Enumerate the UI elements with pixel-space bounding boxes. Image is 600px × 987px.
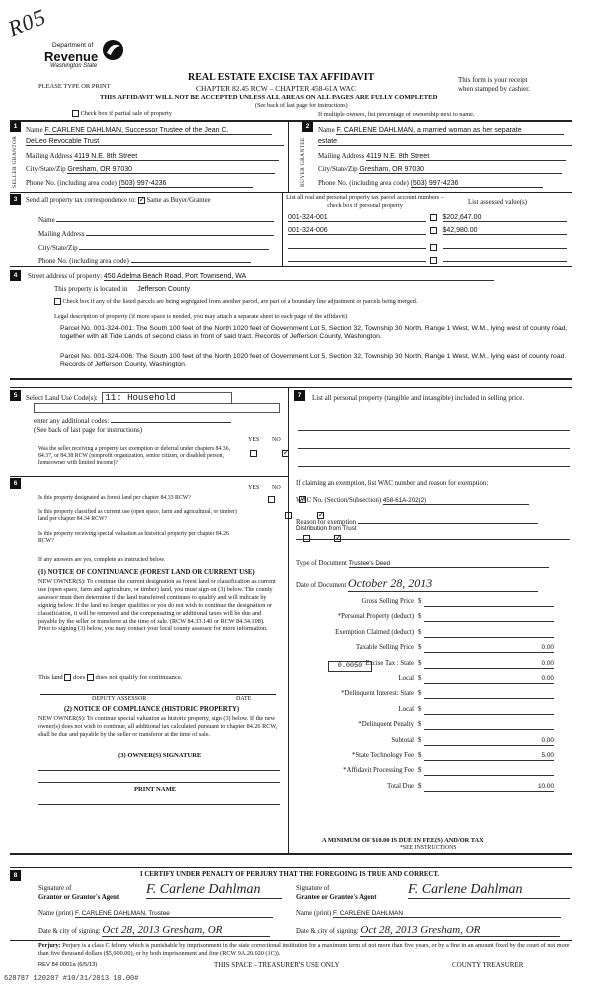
corr-phone-row [38,254,251,265]
parcel-value-1[interactable]: $202,647.00 [443,214,567,222]
tax-row-dollar-sign: $ [418,767,422,775]
form-warning: THIS AFFIDAVIT WILL NOT BE ACCEPTED UNLESS ALL AREAS ON ALL PAGES ARE FULLY COMPLETED [100,94,438,101]
correspondence-label: Send all property tax correspondence to: [26,197,137,205]
seller-mailing-field[interactable]: 4119 N.E. 8th Street [74,153,279,161]
parcel-value-3[interactable] [443,240,567,249]
cashier-receipt: 628787 120207 #10/31/2013 10.00# [4,975,139,983]
same-as-buyer-label: Same as Buyer/Grantee [146,197,211,205]
grantee-date-row [296,924,560,937]
personal-property-field-2[interactable] [298,440,570,449]
seller-city-row [26,165,284,174]
additional-codes-label: enter any additional codes: [34,417,110,425]
grantor-sig-label-1: Signature of [38,885,72,892]
parcel-number-4[interactable] [288,253,426,262]
land-use-extra-box[interactable] [34,403,280,413]
parcel-number-3[interactable] [288,240,426,249]
tax-row-value[interactable]: 5.00 [424,752,554,761]
seller-side-label: SELLER GRANTOR [12,135,18,189]
corr-mailing-label: Mailing Address [38,230,85,238]
wac-row [296,497,529,505]
deputy-date-label: DATE [236,696,252,702]
parcel-value-2[interactable]: $42,980.00 [443,227,567,235]
owner-signature-field-2[interactable] [38,774,280,783]
notice-continuance-body: NEW OWNER(S): To continue the current designation as forest land or classification as current use (open space, farm and agriculture, or timber) land, you must sign on (3) below. The county assessor must then determine if the land transferred continues to qualify and will indicate by signing below. If the land no longer qualifies or you do not wish to continue the designation or classification, it will be removed and the compensating or additional taxes will be due and payable by the seller or transferor at the time of sale. (RCW 84.33.140 or RCW 84.34.108). Prior to signing (3) below, you may contact your local county assessor for more information. [38,578,276,633]
parcel-2-personal-checkbox[interactable] [430,227,437,234]
grantee-date-label: Date & city of signing: [296,928,359,935]
current-use-question: Is this property classified as current use (open space, farm and agricultural, or timber) land per chapter 84.34 RCW? [38,509,237,522]
section-3-badge: 3 [10,194,21,205]
buyer-city-row [318,165,572,174]
tax-row-value[interactable] [424,629,554,638]
personal-property-label: List all personal property (tangible and intangible) included in selling price. [312,394,525,402]
buyer-mailing-field[interactable]: 4119 N.E. 8th Street [366,153,566,161]
section-7-badge: 7 [294,390,305,401]
parcel-number-2[interactable]: 001-324-006 [288,227,426,235]
tax-row-dollar-sign: $ [418,675,422,682]
section6-no-header: NO [272,485,281,491]
rev-number: REV 84 0001a (6/5/13) [38,962,98,968]
seller-phone-field[interactable]: (503) 997-4236 [119,180,253,188]
personal-property-field-1[interactable] [298,422,570,431]
correspondence-row [26,197,211,204]
tax-row-value[interactable] [424,598,554,607]
corr-name-row [38,213,274,224]
does-qualify-checkbox[interactable] [64,674,71,681]
print-name-field[interactable] [38,798,280,805]
grantor-sig-label-2: Grantor or Grantor's Agent [38,894,120,901]
segregated-checkbox[interactable] [54,298,61,305]
revenue-swoosh-icon [100,38,126,62]
section5-yes-header: YES [248,437,260,443]
tax-row-value[interactable]: 0.00 [424,675,554,684]
tax-row-label: Total Due [387,782,414,790]
seller-phone-label: Phone No. (including area code) [26,179,117,187]
tax-row-dollar-sign: $ [418,613,422,621]
corr-name-label: Name [38,216,55,224]
tax-row-value[interactable] [424,690,554,699]
buyer-side-label: BUYER GRANTEE [300,137,306,187]
handwritten-stamp: R05 [4,3,50,42]
local-rate-field[interactable]: 0.0050 [328,661,372,672]
notice-compliance-body: NEW OWNER(S): To continue special valuation as historic property, sign (3) below. If the new owner(s) does not wish to continue, all additional tax calculated pursuant to chapter 84.26 RCW, shall be due and payable by the seller or transferor at the time of sale. [38,715,278,738]
doc-date-row [296,576,538,592]
tax-row-value[interactable] [424,613,554,622]
if-yes-note: If any answers are yes, complete as instructed below. [38,557,166,563]
reason-field-line[interactable] [358,515,538,524]
grantee-sig-label-2: Grantee or Grantee's Agent [296,894,377,901]
this-land-label: This land [38,674,63,682]
segregated-row [54,298,417,305]
tax-row-label: *Personal Property (deduct) [337,613,414,621]
land-use-select[interactable]: 11: Household [102,392,232,404]
street-row [28,272,494,281]
section-6-badge: 6 [10,478,21,489]
tax-row-label: Excise Tax : State [365,659,414,667]
tax-row-dollar-sign: $ [418,659,422,667]
parcel-4-personal-checkbox[interactable] [430,257,437,264]
seller-mailing-row [26,152,284,161]
section-4-badge: 4 [10,270,21,281]
section-8-badge: 8 [10,870,21,881]
section6-yes-header: YES [248,485,260,491]
corr-phone-field[interactable] [131,254,251,263]
additional-codes-field[interactable] [111,414,231,423]
tax-row-label: Gross Selling Price [361,598,414,605]
grantor-name-field[interactable]: F. CARLENE DAHLMAN, Trustee [75,910,273,918]
parcel-row-4 [288,253,572,264]
tax-row-dollar-sign: $ [418,736,422,744]
qualify-row [38,674,182,681]
partial-sale-row [72,110,172,117]
wac-field[interactable]: 458-61A-202(2) [383,497,529,505]
seller-city-field[interactable]: Gresham, OR 97030 [67,166,275,174]
does-not-qualify-checkbox[interactable] [87,674,94,681]
buyer-phone-label: Phone No. (including area code) [318,179,409,187]
tax-row-label: *Delinquent Interest: State [341,690,414,698]
parcel-number-1[interactable]: 001-324-001 [288,214,426,222]
perjury-text: Perjury is a class C felony which is punishable by imprisonment in the state correctional institution for a maximum term of not more than five years, or by a fine in an amount fixed by the court of not more than five thousand dollars ($5,000.00), or by both imprisonment and fine (RCW 9A.20.020 (1C)). [38,942,570,957]
grantor-date-field[interactable]: Oct 28, 2013 Gresham, OR [102,924,270,937]
multiple-owners-note: If multiple owners, list percentage of ownership next to name. [318,111,475,118]
county-field[interactable]: Jefferson County [137,286,191,293]
form-title: REAL ESTATE EXCISE TAX AFFIDAVIT [188,72,375,83]
grantee-name-field[interactable]: F. CARLENE DAHLMAN [333,910,561,918]
tax-row-value[interactable]: 0.00 [424,644,554,653]
logo-state-text: Washington State [50,63,98,69]
tax-row-dollar-sign: $ [418,690,422,698]
seller-city-label: City/State/Zip [26,165,66,173]
parcel-row-1 [288,213,572,222]
owner-signature-field[interactable] [38,762,280,771]
street-label: Street address of property: [28,272,103,280]
current-use-yes-checkbox[interactable] [285,512,292,519]
legal-label: Legal description of property (if more space is needed, you may attach a separate sheet to each page of the affidavit) [54,313,348,320]
section-5-badge: 5 [10,390,21,401]
same-as-buyer-checkbox[interactable] [138,197,145,204]
section-2-badge: 2 [302,121,313,132]
county-treasurer: COUNTY TREASURER [452,961,524,969]
notice-continuance-title: (1) NOTICE OF CONTINUANCE (FOREST LAND OR CURRENT USE) [38,569,255,576]
doc-type-field[interactable]: Trustee's Deed [349,560,549,568]
parcel-row-3 [288,240,572,251]
doc-date-label: Date of Document [296,582,347,589]
corr-name-field[interactable] [56,213,274,222]
perjury-label: Perjury: [38,942,61,949]
tax-row-dollar-sign: $ [418,628,422,636]
does-not-label: does not [95,674,118,682]
receipt-note-2: when stamped by cashier. [458,85,530,93]
forest-land-question: Is this property designated as forest land per chapter 84.33 RCW? [38,495,191,501]
legal-description-1[interactable]: Parcel No. 001-324-001: The South 100 feet of the North 1020 feet of Government Lot 5, Section 32, Township 30 North, Range 1 West, W.M., lying west of county road, together with all Tide Lands of second class in front of said tract. Records of Jefferson County, Washington. [60,325,568,340]
grantor-date-row [38,924,270,937]
corr-phone-label: Phone No. (including area code) [38,257,129,265]
corr-city-row [38,241,269,252]
section5-instructions: (See back of last page for instructions) [34,426,143,434]
grantor-name-row [38,910,273,918]
grantee-sig-label-1: Signature of [296,885,330,892]
doc-date-field[interactable]: October 28, 2013 [348,576,538,592]
tax-row-value[interactable]: 0.00 [424,737,554,746]
exemption-intro: If claiming an exemption, list WAC number and reason for exemption: [296,480,489,487]
seller-name-label: Name [26,126,43,134]
parcel-3-personal-checkbox[interactable] [430,244,437,251]
buyer-mailing-row [318,152,572,161]
qualify-label: qualify for continuance. [119,674,183,682]
form-chapter: CHAPTER 82.45 RCW – CHAPTER 458-61A WAC [196,84,356,93]
grantee-name-row [296,910,561,918]
revenue-logo [32,36,132,76]
tax-row-label: *Delinquent Penalty [358,721,414,729]
parcel-row-2 [288,226,572,235]
exemption-question: Was the seller receiving a property tax exemption or deferral under chapters 84.36, 84.37, or 84.38 RCW (nonprofit organization, senior citizen, or disabled person, homeowner with limited income)? [38,446,231,466]
buyer-phone-field[interactable]: (503) 997-4236 [411,180,543,188]
exemption-no-checkbox[interactable] [282,450,289,457]
tax-row-label: Taxable Selling Price [355,644,414,652]
historic-question: Is this property receiving special valuation as historical property per chapter 84.26 RCW? [38,531,229,544]
buyer-phone-row [318,179,572,188]
seller-name-line2[interactable]: DeLeo Revocable Trust [26,138,284,146]
grantee-signature[interactable]: F. Carlene Dahlman [408,882,570,899]
assessed-value-header: List assessed value(s) [468,199,527,206]
buyer-name-row [318,126,572,135]
land-use-label: Select Land Use Code(s): [26,394,98,402]
street-field[interactable]: 450 Adelma Beach Road, Port Townsend, WA [104,273,494,281]
receipt-note-1: This form is your receipt [458,76,528,84]
corr-mailing-field[interactable] [86,227,274,236]
tax-row-label: Subtotal [391,736,414,744]
notice-compliance-title: (2) NOTICE OF COMPLIANCE (HISTORIC PROPERTY) [64,706,240,713]
seller-phone-row [26,179,284,188]
logo-department-text: Department of [52,42,94,49]
treasurer-space: THIS SPACE - TREASURER'S USE ONLY [214,961,340,969]
parcel-header: List all real and personal property tax parcel account numbers – check box if personal property [286,194,444,209]
buyer-name-line1[interactable]: F. CARLENE DAHLMAN, a married woman as her separate [336,127,564,135]
tax-row-label: Local [398,705,414,713]
reason-field[interactable]: Distribution from Trust [296,525,357,532]
grantee-date-field[interactable]: Oct 28, 2013 Gresham, OR [360,924,560,937]
tax-row-value[interactable]: 0.00 [424,660,554,669]
form-instructions: (See back of last page for instructions) [255,103,348,109]
section5-no-header: NO [272,437,281,443]
legal-description-2[interactable]: Parcel No. 001-324-006: The South 100 feet of the North 1020 feet of Government Lot 5, Section 32, Township 30 North, Range 1 West, W.M., lying east of county road. Records of Jefferson County, Washington. [60,353,567,368]
certify-statement: I CERTIFY UNDER PENALTY OF PERJURY THAT THE FOREGOING IS TRUE AND CORRECT. [140,871,440,878]
section-1-badge: 1 [10,121,21,132]
tax-row-dollar-sign: $ [418,598,422,605]
seller-name-row [26,126,284,135]
doc-type-label: Type of Document [296,560,347,567]
tax-row-label: Local [398,675,414,682]
tax-row-label: *Affidavit Processing Fee [343,767,414,775]
print-name-label: PRINT NAME [134,786,177,793]
buyer-mailing-label: Mailing Address [318,152,365,160]
deputy-assessor-label: DEPUTY ASSESSOR [92,696,147,702]
county-row [54,285,190,293]
buyer-name-label: Name [318,126,335,134]
partial-sale-checkbox[interactable] [72,110,79,117]
corr-mailing-row [38,227,274,238]
buyer-city-label: City/State/Zip [318,165,358,173]
tax-row-dollar-sign: $ [418,721,422,729]
tax-row-value[interactable] [424,706,554,715]
tax-row-dollar-sign: $ [418,752,422,759]
tax-row-label: *State Technology Fee [351,752,414,759]
owner-signature-label: (3) OWNER(S) SIGNATURE [118,752,202,759]
grantor-signature[interactable]: F. Carlene Dahlman [146,882,282,899]
buyer-name-line2[interactable]: estate [318,138,572,146]
tax-row-value[interactable] [424,721,554,730]
tax-row-value[interactable] [424,767,554,776]
wac-label: WAC No. (Section/Subsection) [296,497,382,504]
seller-name-line1[interactable]: F. CARLENE DAHLMAN, Successor Trustee of the Jean C. [44,127,272,135]
partial-sale-label: Check box if partial sale of property [80,110,172,117]
logo-revenue-text: Revenue [44,49,99,64]
additional-codes-row [34,414,231,425]
corr-city-field[interactable] [79,241,269,250]
seller-mailing-label: Mailing Address [26,152,73,160]
reason-extra-line[interactable] [296,535,570,540]
parcel-value-4[interactable] [443,253,567,262]
reason-label: Reason for exemption [296,519,357,526]
print-note: PLEASE TYPE OR PRINT [38,83,111,90]
corr-city-label: City/State/Zip [38,244,78,252]
see-instructions-note: *SEE INSTRUCTIONS [400,845,457,851]
segregated-label: Check box if any of the listed parcels are being segregated from another parcel, are part of a boundary line adjustment or parcels being merged. [62,298,418,305]
grantor-name-label: Name (print) [38,910,74,917]
buyer-city-field[interactable]: Gresham, OR 97030 [359,166,562,174]
minimum-fee-note: A MINIMUM OF $10.00 IS DUE IN FEE(S) AND/OR TAX [322,837,484,844]
personal-property-field-3[interactable] [298,458,570,467]
parcel-1-personal-checkbox[interactable] [430,214,437,221]
exemption-yes-checkbox[interactable] [250,450,257,457]
tax-row-dollar-sign: $ [418,705,422,713]
forest-yes-checkbox[interactable] [268,496,275,503]
grantee-name-label: Name (print) [296,910,332,917]
county-label: This property is located in [54,285,128,293]
doc-type-row [296,560,549,568]
tax-row-value[interactable]: 10.00 [424,783,554,792]
grantor-date-label: Date & city of signing: [38,928,101,935]
does-label: does [73,674,86,682]
tax-row-dollar-sign: $ [418,644,422,652]
tax-row-label: Exemption Claimed (deduct) [335,628,414,636]
tax-row-dollar-sign: $ [418,782,422,790]
perjury-note [38,942,572,958]
